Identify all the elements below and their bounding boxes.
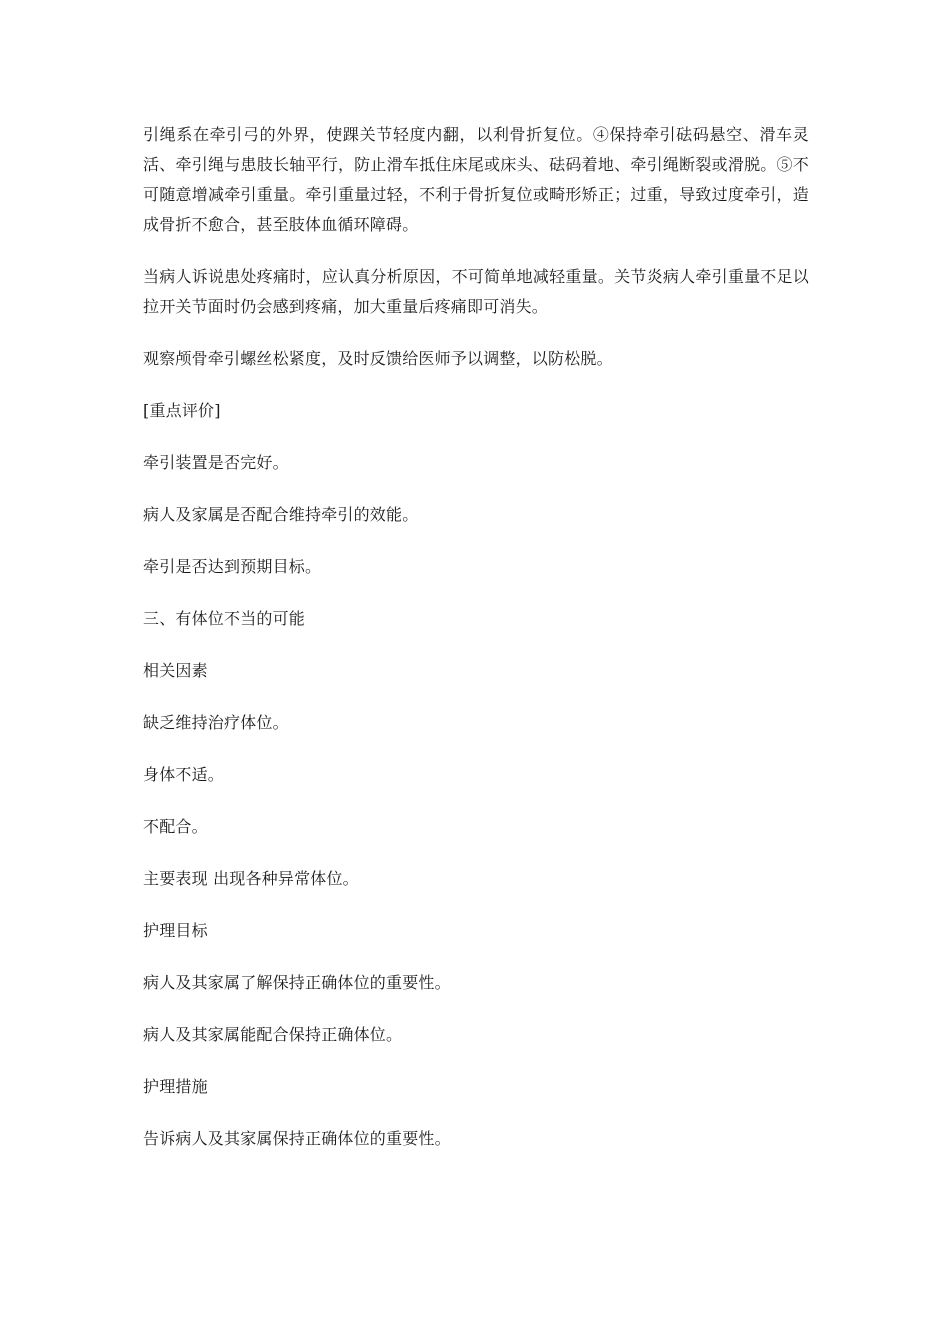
subheading-related-factors: 相关因素 bbox=[143, 661, 208, 680]
list-item-evaluation-device: 牵引装置是否完好。 bbox=[143, 453, 289, 472]
list-item-factor-noncooperation: 不配合。 bbox=[143, 817, 208, 836]
list-item-factor-discomfort: 身体不适。 bbox=[143, 765, 225, 784]
paragraph-pain-assessment: 当病人诉说患处疼痛时，应认真分析原因，不可简单地减轻重量。关节炎病人牵引重量不足以拉开关节面时仍会感到疼痛，加大重量后疼痛即可消失。 bbox=[143, 267, 809, 316]
list-item-measure-inform: 告诉病人及其家属保持正确体位的重要性。 bbox=[143, 1129, 451, 1148]
subheading-nursing-measures: 护理措施 bbox=[143, 1077, 208, 1096]
paragraph-traction-rope-care: 引绳系在牵引弓的外界，使踝关节轻度内翻，以利骨折复位。④保持牵引砝码悬空、滑车灵活、牵引绳与患肢长轴平行，防止滑车抵住床尾或床头、砝码着地、牵引绳断裂或滑脱。⑤不可随意增减牵引重量。牵引重量过轻，不利于骨折复位或畸形矫正；过重，导致过度牵引，造成骨折不愈合，甚至肢体血循环障碍。 bbox=[143, 125, 809, 234]
list-item-evaluation-cooperation: 病人及家属是否配合维持牵引的效能。 bbox=[143, 505, 419, 524]
section-heading-improper-position: 三、有体位不当的可能 bbox=[143, 609, 306, 628]
paragraph-main-manifestation: 主要表现 出现各种异常体位。 bbox=[143, 869, 359, 888]
heading-key-evaluation: [重点评价] bbox=[143, 401, 221, 420]
list-item-goal-cooperate: 病人及其家属能配合保持正确体位。 bbox=[143, 1025, 403, 1044]
list-item-goal-understand: 病人及其家属了解保持正确体位的重要性。 bbox=[143, 973, 451, 992]
list-item-evaluation-goal: 牵引是否达到预期目标。 bbox=[143, 557, 322, 576]
subheading-nursing-goals: 护理目标 bbox=[143, 921, 208, 940]
paragraph-skull-traction-screws: 观察颅骨牵引螺丝松紧度，及时反馈给医师予以调整，以防松脱。 bbox=[143, 349, 613, 368]
document-body bbox=[143, 120, 809, 1176]
list-item-factor-lack: 缺乏维持治疗体位。 bbox=[143, 713, 289, 732]
